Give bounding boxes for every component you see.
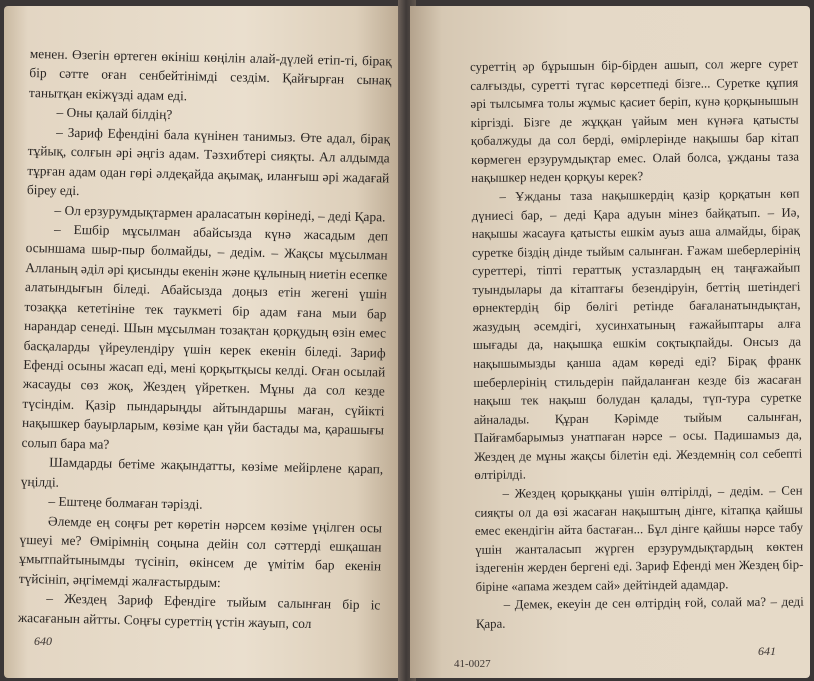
paragraph: – Ол ерзурумдықтармен араласатын көрінеді, – деді Қара. [54, 202, 386, 224]
paragraph: Шамдарды бетіме жақындатты, көзіме мейірлене қарап, үңілді. [20, 454, 384, 490]
paragraph: – Жездең Зариф Ефендіге тыйым салынған бір іс жасағанын айтты. Соңғы суреттің үстін жауып, сол [17, 590, 381, 631]
paragraph: – Ештеңе болмаған тәрізді. [48, 493, 203, 512]
right-page-text [470, 55, 804, 634]
paragraph: – Ешбір мұсылман абайсызда күнә жасадым деп осыншама шыр-пыр болмайды, – дедім. – Жақсы мұсылман Алланың әділ әрі қисынды екенін және құлының ниетін есепке алатындығын біледі. Абайсызда доңыз етін жегені үшін тозаққа кететініне тек таукметі бір адам ғана мыи бар нарандар сенеді. Шын мұсылман тозақтан қорқудың өзін емес басқаларды үйреулендіру үшін керек екенін біледі. Зариф Ефенді осыны жасап еді, мені қорқытқысы келді. Оған осылай жасауды сөз жоқ, Жездең үйреткен. Мұны да сол кезде түсіндім. Қазір пындарыңды айтындаршы маған, сүйікті нақышкер бауырларым, көзіме қан үйи бастады ма, қарашығы солып бара ма? [21, 221, 389, 452]
paragraph: – Оны қалай білдің? [56, 104, 173, 123]
left-page-text [18, 44, 392, 635]
page-number: 640 [34, 634, 52, 648]
paragraph: суреттің әр бұрышын бір-бірден ашып, сол жерге сурет салғызды, суретті түгас көрсетпеді бізге... Суретке құпия әрі тылсымға толы жұмыс қасиет беріп, күнә қорқынышын кіргізді. Бізге де жұққан үайым мен күнәға қатысты қобалжуды да сол берді, өмірлерінде нақышы бар кітап көрмеген ерзурумдықтар емес. Олай болса, ұжданы таза нақышкер неден қорқуы керек? [470, 56, 800, 186]
printer-signature: 41-0027 [454, 658, 491, 670]
paragraph: – Зариф Ефендіні бала күнінен танимыз. Өте адал, бірақ тұйық, солғын әрі әңгіз адам. Тәзхибтері сияқты. Ал алдымда тұрған адам одан гөрі әлдеқайда ақымақ, иланғыш әрі жадағай біреу еді. [26, 124, 391, 199]
paragraph: менен. Өзегін өртеген өкініш көңілін алай-дүлей етіп-ті, бірақ бір сәтте оған сенбейтінімді сездім. Қайғырған сынақ танытқан екіжүзді адам еді. [28, 45, 392, 104]
paragraph: Әлемде ең соңғы рет көретін нәрсем көзіме үңілген осы үшеуі ме? Өмірімнің соңына дейін сол сәттерді ешқашан ұмытпайтынымды түсініп, өкінсем де үмітім бар екенін түйсініп, әңгімемді жалғастырдым: [18, 512, 383, 590]
paragraph: – Ұжданы таза нақышкердің қазір қорқатын көп дүниесі бар, – деді Қара адуын мінез байқатып. – Иә, нақышы жасауға қатысты ешкім ауыз аша алмайды, бірақ суретке біздің дінде тыйым салынған. Ғажам шеберлерінің суреттері, тіпті гераттық устазлардың ең таңғажайып туындылары да кітаптағы безендіруін, беттің шетіндегі өрнектердің бір бөлігі ретінде бағаланатындықтан, жазудың әсемдігі, хусинхатының ғажайыптары алға шығады да, нақышқа ешкім соқтықпайды. Онсыз да нақышымызды қанша адам көреді еді? Бірақ франк шеберлерінің стильдерін пайдаланған кезде біз жасаған нақыш тек нақыш болудан қалады, түп-тура суретке айналады. Құран Кәрімде тыйым салынған, Пайғамбарымыз унатпаған нәрсе – осы. Падишамыз да, Жездең де мұны жақсы білетін еді. Жездемнің сол себепті өлтірілді. [471, 186, 803, 483]
left-page [4, 6, 404, 678]
paragraph: – Жездең қорыққаны үшін өлтірілді, – дедім. – Сен сияқты ол да өзі жасаған нақыштың дінге, кітапқа қайшы емес екендігін айта бастаған... Бұл дінге қайшы нәрсе табу үшін жанталасып жүрген ерзурумдықтардың көктен іздегенін жерден бергені еді. Зариф Ефенді мен Жездең бір-біріне «апама жездем сай» дейтіндей адамдар. [474, 483, 804, 594]
page-number: 641 [758, 644, 776, 658]
paragraph: – Демек, екеуін де сен өлтірдің ғой, солай ма? – деді Қара. [475, 594, 804, 631]
right-page [410, 6, 810, 678]
